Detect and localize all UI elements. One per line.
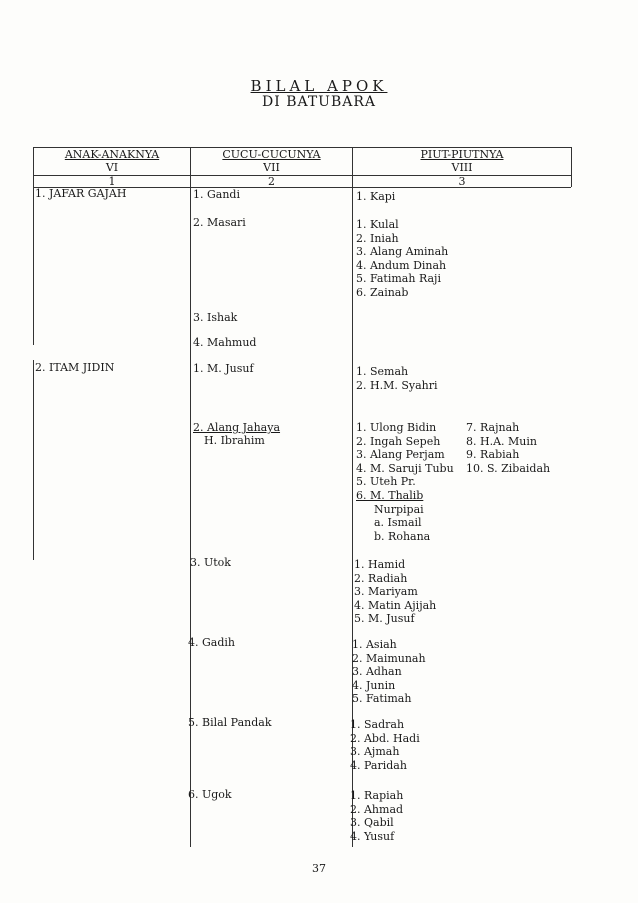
grandchild-alang-jahaya: 2. Alang Jahaya: [193, 421, 281, 434]
list-item: 4. Junin: [352, 678, 396, 692]
list-item: 3. Alang Aminah: [356, 245, 449, 259]
list-item: 10. S. Zibaidah: [466, 461, 551, 475]
header-col3: [353, 148, 571, 174]
list-item: 5. Fatimah Raji: [356, 272, 441, 286]
list-item: 2. Radiah: [354, 571, 408, 585]
grandchild-masari: 2. Masari: [193, 216, 246, 229]
grandchild-mahmud: 4. Mahmud: [193, 336, 257, 349]
grandchild-gadih: 4. Gadih: [188, 636, 235, 649]
list-item: 6. Zainab: [356, 285, 409, 299]
list-item: 5. Uteh Pr.: [356, 475, 416, 489]
list-item: 4. Paridah: [350, 758, 407, 772]
list-item: 1. Rapiah: [350, 789, 404, 802]
header-col3-roman: VIII: [451, 161, 473, 174]
list-item: 2. H.M. Syahri: [356, 378, 438, 392]
child-itam-jidin: 2. ITAM JIDIN: [35, 361, 115, 374]
great-list-gadih: [352, 638, 426, 706]
list-item: 7. Rajnah: [466, 421, 520, 434]
page-number: 37: [312, 862, 326, 875]
grandchild-m-jusuf: 1. M. Jusuf: [193, 362, 254, 375]
list-item: 3. Qabil: [350, 816, 394, 830]
great-list-alang-left: [356, 421, 454, 543]
header-col2-num: 2: [268, 175, 275, 188]
grandchild-ugok: 6. Ugok: [188, 788, 232, 801]
grandchild-alang-jahaya-spouse: H. Ibrahim: [204, 434, 265, 447]
header-col2-roman: VII: [263, 161, 280, 174]
list-item: 1. Ulong Bidin: [356, 421, 437, 434]
list-item: 2. Ahmad: [350, 802, 404, 816]
page-subtitle: DI BATUBARA: [261, 94, 377, 110]
child-jafar-gajah: 1. JAFAR GAJAH: [35, 187, 127, 200]
list-item: 2. Iniah: [356, 231, 399, 245]
list-item: 4. Andum Dinah: [356, 258, 447, 272]
great-list-alang-right: [466, 421, 550, 475]
list-item: 3. Ajmah: [350, 745, 400, 759]
list-item: 2. Abd. Hadi: [350, 731, 420, 745]
grandchild-gandi: 1. Gandi: [193, 188, 240, 201]
left-border-bottom: [33, 360, 34, 560]
list-item: 1. Kapi: [356, 190, 396, 203]
header-col2-name: CUCU-CUCUNYA: [222, 148, 321, 161]
col-divider-1: [190, 147, 191, 847]
list-item: 3. Alang Perjam: [356, 448, 445, 462]
great-list-masari: [356, 218, 448, 300]
header-col2: [191, 148, 352, 174]
list-item: 5. M. Jusuf: [354, 612, 415, 626]
list-item: 4. M. Saruji Tubu: [356, 461, 454, 475]
great-list-gandi: [356, 190, 395, 204]
header-col3-name: PIUT-PIUTNYA: [420, 148, 504, 161]
header-col1-name: ANAK-ANAKNYA: [64, 148, 160, 161]
header-col3-num: 3: [458, 175, 466, 188]
list-item: 8. H.A. Muin: [466, 434, 537, 448]
list-item: 6. M. Thalib: [356, 488, 424, 502]
list-item: 4. Yusuf: [350, 829, 395, 843]
grandchild-ishak: 3. Ishak: [193, 311, 238, 324]
great-list-jusuf: [356, 365, 438, 392]
list-item-child: b. Rohana: [374, 529, 431, 543]
list-item: 5. Fatimah: [352, 692, 412, 706]
list-item-child: a. Ismail: [374, 516, 422, 530]
list-item: 1. Semah: [356, 365, 409, 378]
list-item: 9. Rabiah: [466, 448, 520, 462]
header-col1-roman: VI: [105, 161, 119, 174]
great-list-ugok: [350, 789, 403, 843]
grandchild-utok: 3. Utok: [190, 556, 231, 569]
list-item: 2. Ingah Sepeh: [356, 434, 441, 448]
right-border: [571, 147, 572, 187]
list-item: 3. Adhan: [352, 665, 402, 679]
list-item: 2. Maimunah: [352, 651, 426, 665]
page-title: BILAL APOK: [250, 77, 388, 95]
list-item: 1. Kulal: [356, 218, 399, 231]
grandchild-bilal-pandak: 5. Bilal Pandak: [188, 716, 272, 729]
great-list-utok: [354, 558, 436, 626]
list-item: 1. Hamid: [354, 558, 406, 571]
header-col1: [34, 148, 190, 174]
list-item: 3. Mariyam: [354, 585, 418, 599]
list-item: 4. Matin Ajijah: [354, 598, 437, 612]
list-item: 1. Sadrah: [350, 718, 405, 731]
header-col1-num: 1: [108, 175, 116, 188]
list-item-spouse: Nurpipai: [374, 502, 424, 516]
great-list-bilal-pandak: [350, 718, 420, 772]
list-item: 1. Asiah: [352, 638, 397, 651]
